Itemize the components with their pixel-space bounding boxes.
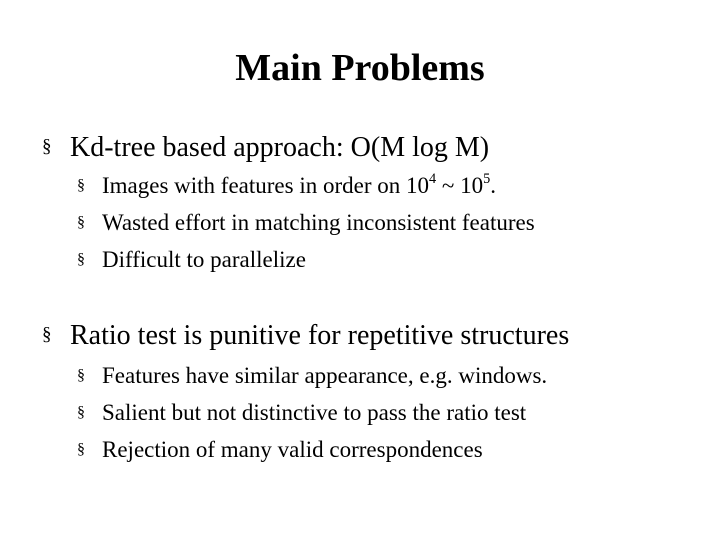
slide-title: Main Problems (235, 47, 485, 89)
sub-bullet-text-end: . (490, 173, 496, 198)
bullet-marker-icon: § (77, 366, 85, 384)
sub-bullet-text: Difficult to parallelize (102, 247, 306, 272)
sub-bullet-parallelize (77, 246, 306, 276)
sub-bullet-text: Salient but not distinctive to pass the ratio test (102, 400, 527, 425)
exponent-5: 5 (483, 171, 491, 188)
sub-bullet-rejection (77, 436, 483, 466)
bullet-kd-tree-approach (42, 131, 489, 167)
sub-bullet-text: Rejection of many valid correspondences (102, 437, 483, 462)
bullet-marker-icon: § (42, 135, 52, 157)
bullet-text: Ratio test is punitive for repetitive structures (70, 320, 570, 351)
bullet-marker-icon: § (42, 323, 52, 345)
sub-bullet-wasted-effort (77, 209, 535, 239)
exponent-4: 4 (429, 171, 437, 188)
sub-bullet-salient (77, 399, 526, 429)
bullet-marker-icon: § (77, 250, 85, 268)
sub-bullet-text-middle: ~ 10 (436, 173, 484, 198)
bullet-text: Kd-tree based approach: O(M log M) (70, 132, 490, 163)
bullet-marker-icon: § (77, 176, 85, 194)
sub-bullet-text: Features have similar appearance, e.g. windows. (102, 363, 548, 388)
sub-bullet-text: Wasted effort in matching inconsistent features (102, 210, 535, 235)
bullet-marker-icon: § (77, 403, 85, 421)
sub-bullet-text: Images with features in order on 10 (102, 173, 430, 198)
sub-bullet-similar-appearance (77, 362, 547, 392)
bullet-ratio-test (42, 319, 569, 355)
sub-bullet-feature-order (77, 172, 496, 202)
bullet-marker-icon: § (77, 213, 85, 231)
bullet-marker-icon: § (77, 440, 85, 458)
